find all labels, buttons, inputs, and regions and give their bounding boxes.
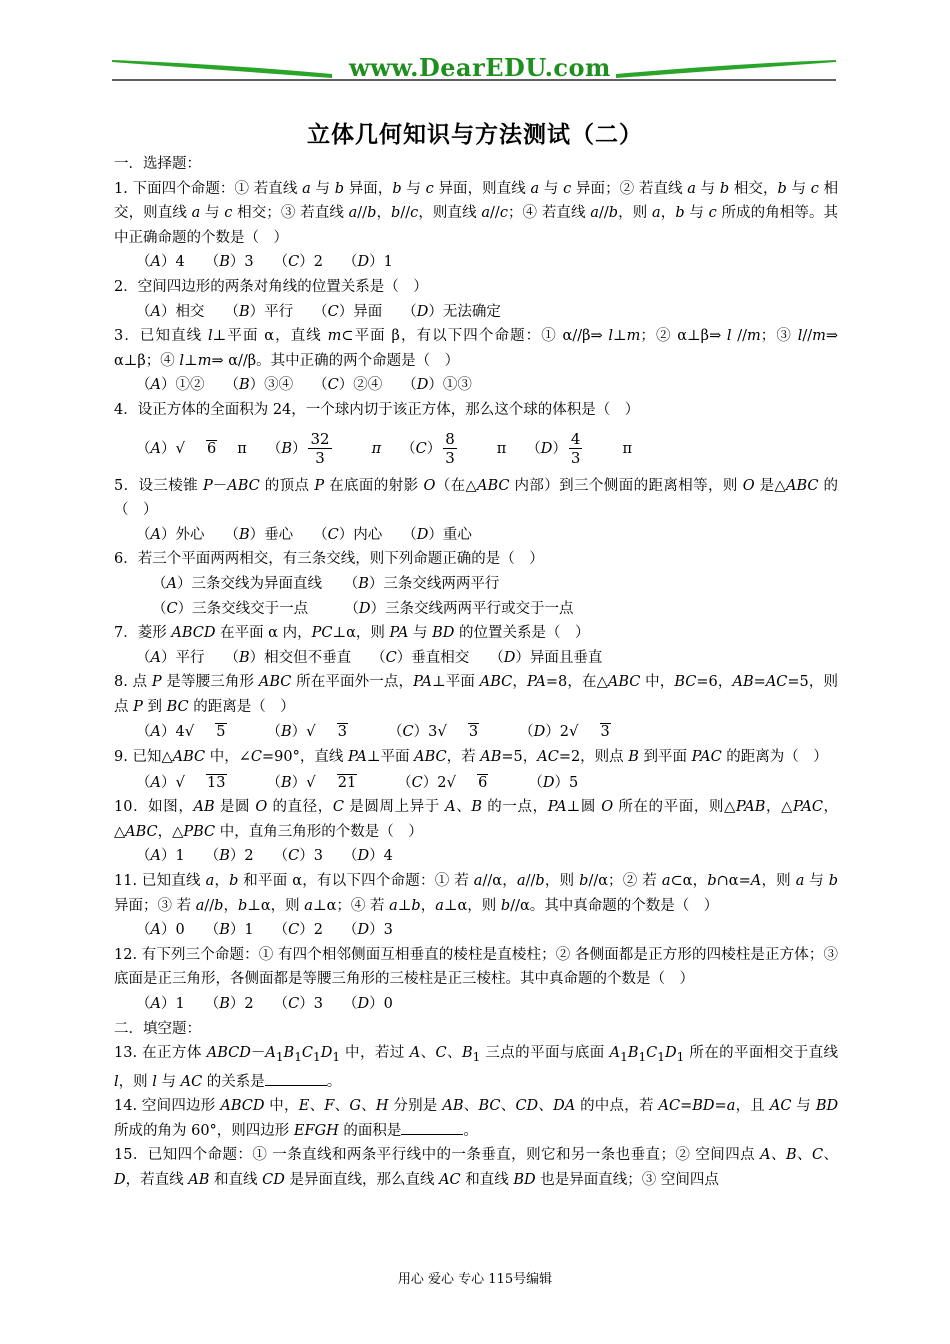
question-10-options: （A）1 （B）2 （C）3 （D）4 (136, 848, 393, 865)
question-1: 1. 下面四个命题：① 若直线 a 与 b 异面，b 与 c 异面，则直线 a 与 c 异面；② 若直线 a 与 b 相交，b 与 c 相交，则直线 a 与 c 相交；③ 若直线 a//b，b//c，则直线 a//c；④ 若直线 a//b，则 a，b 与 c 所成的角相等。其中正确命题的个数是（ ） (114, 180, 839, 246)
question-15: 15．已知四个命题：① 一条直线和两条平行线中的一条垂直，则它和另一条也垂直；② 空间四点 A、B、C、D，若直线 AB 和直线 CD 是异面直线，那么直线 AC 和直线 BD 也是异面直线；③ 空间四点 (114, 1147, 839, 1189)
question-5: 5．设三棱锥 P－ABC 的顶点 P 在底面的射影 O（在△ABC 内部）到三个侧面的距离相等，则 O 是△ABC 的（ ） (114, 477, 839, 519)
question-4: 4．设正方体的全面积为 24，一个球内切于该正方体，那么这个球的体积是（ ） (114, 401, 640, 418)
section-heading: 一．选择题： (114, 156, 201, 172)
header-banner (112, 54, 836, 84)
question-13: 13. 在正方体 $ABCD-A_1B_1C_1D_1$ 中，若过 A、C、$B_1$ 三点的平面与底面 $A_1B_1C_1D_1$ 所在的平面相交于直线 l，则 l 与 AC 的关系是 。 (114, 1045, 839, 1090)
answer-blank[interactable] (401, 1120, 463, 1135)
question-9: 9. 已知△ABC 中，∠C=90°，直线 PA⊥平面 ABC，若 AB=5，AC=2，则点 B 到平面 PAC 的距离为（ ） (114, 749, 828, 766)
question-11: 11. 已知直线 a，b 和平面 α，有以下四个命题：① 若 a//α，a//b，则 b//α；② 若 a⊂α，b∩α=A，则 a 与 b 异面；③ 若 a//b，b⊥α，则 a⊥α；④ 若 a⊥b，a⊥α，则 b//α。其中真命题的个数是（ ） (114, 873, 839, 914)
page-footer: 用心 爱心 专心 115号编辑 (397, 1272, 553, 1287)
question-2-options: （A）相交 （B）平行 （C）异面 （D）无法确定 (136, 303, 501, 320)
question-12-options: （A）1 （B）2 （C）3 （D）0 (136, 996, 393, 1012)
question-4-options: （A）√ 6 π （B） $\frac{32}{3}$ π （C） $\frac{8}{3}$ π （D） $\frac{4}{3}$ π (136, 430, 632, 468)
question-6-options-cd: （C）三条交线交于一点 （D）三条交线两两平行或交于一点 (152, 600, 574, 617)
question-8: 8. 点 P 是等腰三角形 ABC 所在平面外一点，PA⊥平面 ABC，PA=8，在△ABC 中，BC=6，AB=AC=5，则点 P 到 BC 的距离是（ ） (114, 674, 839, 715)
question-9-options: （A）√ 13 （B）√ 21 （C）2√ 6 （D）5 (136, 772, 579, 791)
question-8-options: （A）4√ 5 （B）√ 3 （C）3√ 3 （D）2√ 3 (136, 722, 610, 741)
question-10: 10．如图，AB 是圆 O 的直径，C 是圆周上异于 A、B 的一点，PA⊥圆 O 所在的平面，则△PAB，△PAC，△ABC，△PBC 中，直角三角形的个数是（ ） (114, 799, 839, 840)
question-5-options: （A）外心 （B）垂心 （C）内心 （D）重心 (136, 526, 472, 543)
question-3: 3．已知直线 l⊥平面 α，直线 m⊂平面 β，有以下四个命题：① α//β⇒ l⊥m；② α⊥β⇒ l //m；③ l//m⇒ α⊥β；④ l⊥m⇒ α//β。其中正确的两个命题是（ ） (114, 328, 839, 369)
answer-blank[interactable] (265, 1071, 327, 1086)
page-title: 立体几何知识与方法测试（二） (307, 121, 643, 148)
section-heading: 二．填空题： (114, 1020, 201, 1037)
question-2: 2．空间四边形的两条对角线的位置关系是（ ） (114, 278, 428, 295)
question-6-options-ab: （A）三条交线为异面直线 （B）三条交线两两平行 (152, 575, 500, 592)
question-11-options: （A）0 （B）1 （C）2 （D）3 (136, 922, 393, 939)
question-7: 7．菱形 ABCD 在平面 α 内，PC⊥α，则 PA 与 BD 的位置关系是（ ） (114, 625, 590, 642)
question-1-options: （A）4 （B）3 （C）2 （D）1 (136, 254, 393, 271)
document-body (114, 152, 838, 1193)
question-6: 6．若三个平面两两相交，有三条交线，则下列命题正确的是（ ） (114, 551, 544, 568)
question-7-options: （A）平行 （B）相交但不垂直 （C）垂直相交 （D）异面且垂直 (136, 649, 603, 666)
question-12: 12. 有下列三个命题：① 有四个相邻侧面互相垂直的棱柱是直棱柱；② 各侧面都是正方形的四棱柱是正方体；③ 底面是正三角形，各侧面都是等腰三角形的三棱柱是正三棱柱。其中真命题的个数是（ ） (114, 946, 838, 988)
question-3-options: （A）①② （B）③④ （C）②④ （D）①③ (136, 377, 472, 394)
site-logo[interactable]: www.DearEDU.com (349, 53, 611, 82)
question-14: 14. 空间四边形 ABCD 中，E、F、G、H 分别是 AB、BC、CD、DA 的中点，若 AC=BD=a，且 AC 与 BD 所成的角为 60°，则四边形 EFGH 的面积是 。 (114, 1098, 839, 1139)
